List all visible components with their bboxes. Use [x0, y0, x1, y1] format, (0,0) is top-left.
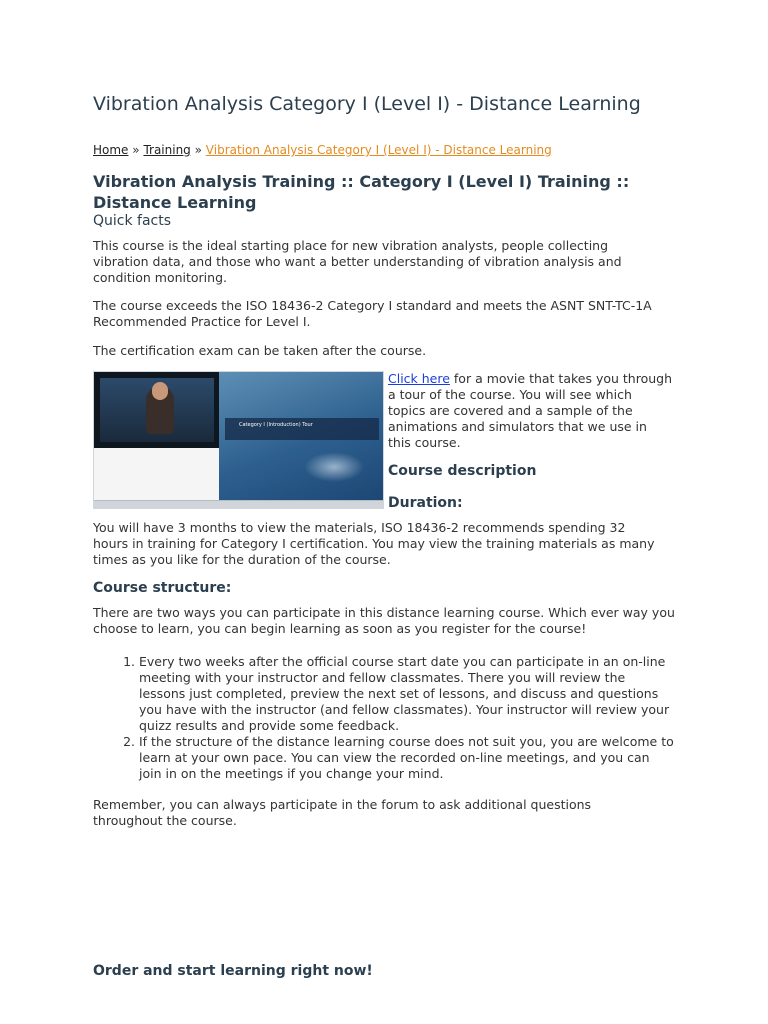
order-heading: Order and start learning right now!	[93, 963, 373, 979]
course-description-heading: Course description	[388, 463, 537, 479]
click-here-link[interactable]: Click here	[388, 371, 450, 386]
page-title: Vibration Analysis Category I (Level I) - Distance Learning	[93, 93, 641, 115]
breadcrumb-training-link[interactable]: Training	[143, 143, 191, 157]
breadcrumb-current-link[interactable]: Vibration Analysis Category I (Level I) - Distance Learning	[205, 143, 552, 157]
reminder-paragraph: Remember, you can always participate in the forum to ask additional questions throughout the course.	[93, 797, 592, 828]
breadcrumb-separator: »	[194, 143, 202, 157]
instructor-video-frame	[94, 372, 219, 448]
intro-paragraph: This course is the ideal starting place for new vibration analysts, people collecting vibration data, and those who want a better understanding of vibration analysis and condition monitoring.	[93, 238, 622, 285]
duration-heading: Duration:	[388, 495, 463, 511]
course-tour-video-thumbnail[interactable]	[93, 371, 384, 509]
video-banner-title: Category I (Introduction) Tour	[239, 422, 313, 428]
breadcrumb-home-link[interactable]: Home	[93, 143, 129, 157]
participation-options-list	[93, 654, 674, 782]
list-item: 2. If the structure of the distance learning course does not suit you, you are welcome to learn at your own pace. You can view the recorded on-line meetings, and you can join in on the meetings if you change your mind.	[139, 734, 674, 782]
exam-paragraph: The certification exam can be taken after the course.	[93, 343, 427, 358]
duration-paragraph: You will have 3 months to view the materials, ISO 18436-2 recommends spending 32 hours in training for Category I certification. You may view the training materials as many times as you like for the duration of the course.	[93, 520, 655, 567]
breadcrumb-separator: »	[132, 143, 140, 157]
breadcrumb	[93, 142, 552, 158]
course-structure-heading: Course structure:	[93, 580, 232, 596]
list-item: 1. Every two weeks after the official course start date you can participate in an on-line meeting with your instructor and fellow classmates. There you will review the lessons just completed, preview the next set of lessons, and discuss and questions you have with the instructor (and fellow classmates). Your instructor will review your quizz results and provide some feedback.	[139, 654, 674, 734]
structure-intro-paragraph: There are two ways you can participate in this distance learning course. Which ever way you choose to learn, you can begin learning as soon as you register for the course!	[93, 605, 675, 636]
course-title: Vibration Analysis Training :: Category I (Level I) Training :: Distance Learning	[93, 172, 630, 212]
video-progress-bar[interactable]	[94, 500, 383, 508]
video-description	[388, 371, 673, 451]
course-tour-slide	[219, 372, 384, 503]
quick-facts-heading: Quick facts	[93, 213, 172, 229]
video-description-text: for a movie that takes you through a tour of the course. You will see which topics are covered and a sample of the animations and simulators that we use in this course.	[388, 371, 673, 450]
standard-paragraph: The course exceeds the ISO 18436-2 Category I standard and meets the ASNT SNT-TC-1A Recommended Practice for Level I.	[93, 298, 652, 329]
world-map-graphic	[304, 452, 364, 482]
